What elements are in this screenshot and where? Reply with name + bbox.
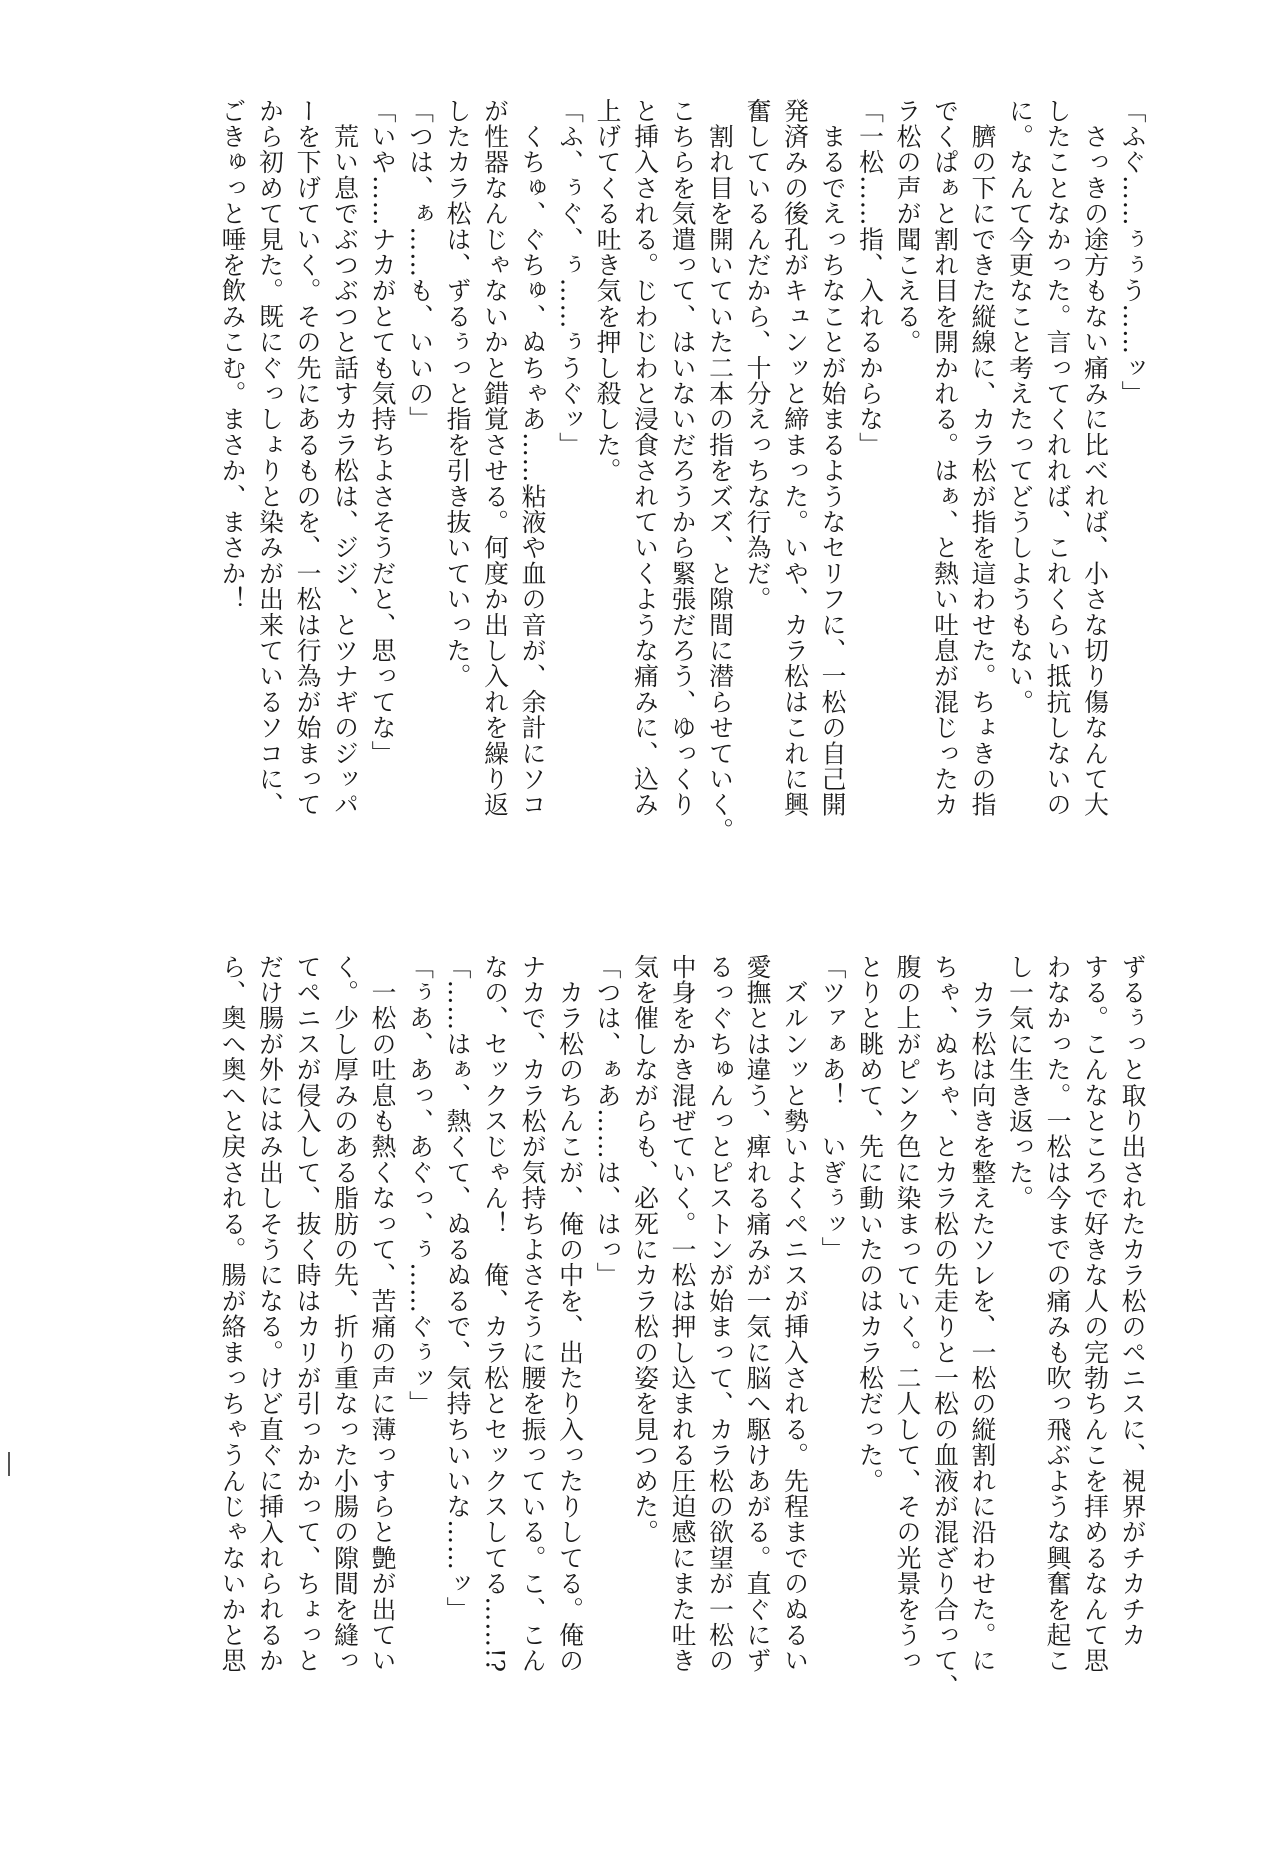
text-line: でくぱぁと割れ目を開かれる。はぁ、と熱い吐息が混じったカ	[930, 98, 960, 818]
text-line: ちゃ、ぬちゃ、とカラ松の先走りと一松の血液が混ざり合って、	[930, 954, 960, 1700]
text-line: と挿入される。じわじわと浸食されていくような痛みに、込み	[630, 98, 660, 818]
text-line: とりと眺めて、先に動いたのはカラ松だった。	[855, 954, 885, 1494]
text-line: まるでえっちなことが始まるようなセリフに、一松の自己開	[818, 98, 847, 818]
text-line: 「……はぁ、熱くて、ぬるぬるで、気持ちいいな……ッ」	[443, 954, 472, 1623]
text-line: 奮しているんだから、十分えっちな行為だ。	[743, 98, 772, 612]
text-line: 臍の下にできた縦線に、カラ松が指を這わせた。ちょきの指	[968, 98, 997, 818]
text-line: 「ぅあ、あっ、あぐっ、ぅ……ぐぅッ」	[405, 954, 435, 1417]
text-line: が性器なんじゃないかと錯覚させる。何度か出し入れを繰り返	[480, 98, 510, 818]
text-line: 発済みの後孔がキュンッと締まった。いや、カラ松はこれに興	[780, 98, 810, 818]
text-line: 「いや……ナカがとても気持ちよさそうだと、思ってな」	[368, 98, 397, 767]
text-block-upper	[131, 98, 1151, 858]
text-line: ラ松の声が聞こえる。	[893, 98, 922, 355]
text-line: 気を催しながらも、必死にカラ松の姿を見つめた。	[630, 954, 660, 1546]
text-line: 上げてくる吐き気を押し殺した。	[593, 98, 622, 484]
text-line: 「ツァぁあ！ いぎぅッ」	[818, 954, 847, 1263]
text-line: 腹の上がピンク色に染まっていく。二人して、その光景をうっ	[893, 954, 922, 1674]
text-line: したことなかった。言ってくれれば、これくらい抵抗しないの	[1043, 98, 1072, 818]
text-line: し一気に生き返った。	[1005, 954, 1035, 1211]
text-line: ズルンッと勢いよくペニスが挿入される。先程までのぬるい	[780, 954, 810, 1674]
text-line: 「一松……指、入れるからな」	[855, 98, 885, 458]
text-line: るっぐちゅんっとピストンが始まって、カラ松の欲望が一松の	[705, 954, 735, 1674]
text-line: てペニスが侵入して、抜く時はカリが引っかかって、ちょっと	[293, 954, 322, 1674]
text-line: したカラ松は、ずるぅっと指を引き抜いていった。	[443, 98, 472, 690]
text-line: カラ松は向きを整えたソレを、一松の縦割れに沿わせた。に	[968, 954, 997, 1674]
text-line: カラ松のちんこが、俺の中を、出たり入ったりしてる。俺の	[555, 954, 585, 1674]
text-line: 「つは、ぁ……も、いいの」	[405, 98, 435, 433]
text-line: ら、奥へ奥へと戻される。腸が絡まっちゃうんじゃないかと思	[218, 954, 247, 1674]
text-line: 「ふ、ぅぐ、ぅ……ぅうぐッ」	[555, 98, 585, 458]
text-line: に。なんて今更なこと考えたってどうしようもない。	[1005, 98, 1035, 715]
text-line: 一松の吐息も熱くなって、苦痛の声に薄っすらと艶が出てい	[368, 954, 397, 1674]
text-line: だけ腸が外にはみ出しそうになる。けど直ぐに挿入れられるか	[255, 954, 285, 1674]
text-line: なの、セックスじゃん！ 俺、カラ松とセックスしてる……!?	[480, 954, 510, 1673]
text-line: 愛撫とは違う、痺れる痛みが一気に脳へ駆けあがる。直ぐにず	[743, 954, 772, 1674]
binding-edge-mark	[8, 1452, 10, 1476]
text-line: 「つは、ぁあ……は、はっ」	[593, 954, 622, 1289]
text-line: くちゅ、ぐちゅ、ぬちゃあ……粘液や血の音が、余計にソコ	[518, 98, 547, 818]
text-line: わなかった。一松は今までの痛みも吹っ飛ぶような興奮を起こ	[1043, 954, 1072, 1674]
text-line: から初めて見た。既にぐっしょりと染みが出来ているソコに、	[255, 98, 285, 818]
text-line: 「ふぐ……ぅぅう……ッ」	[1118, 98, 1147, 407]
text-line: 割れ目を開いていた二本の指をズズ、と隙間に潜らせていく。	[705, 98, 735, 844]
text-line: ーを下げていく。その先にあるものを、一松は行為が始まって	[293, 98, 322, 818]
text-line: する。こんなところで好きな人の完勃ちんこを拝めるなんて思	[1080, 954, 1110, 1674]
text-line: ごきゅっと唾を飲みこむ。まさか、まさか！	[218, 98, 247, 612]
text-line: ナカで、カラ松が気持ちよさそうに腰を振っている。こ、こん	[518, 954, 547, 1674]
text-line: 中身をかき混ぜていく。一松は押し込まれる圧迫感にまた吐き	[668, 954, 697, 1674]
text-line: ずるぅっと取り出されたカラ松のペニスに、視界がチカチカ	[1118, 954, 1147, 1648]
text-line: く。少し厚みのある脂肪の先、折り重なった小腸の隙間を縫っ	[330, 954, 360, 1674]
text-line: 荒い息でぶつぶつと話すカラ松は、ジジ、とツナギのジッパ	[330, 98, 360, 818]
text-line: こちらを気遣って、はいないだろうから緊張だろう、ゆっくり	[668, 98, 697, 818]
text-line: さっきの途方もない痛みに比べれば、小さな切り傷なんて大	[1080, 98, 1110, 818]
text-block-lower	[131, 954, 1151, 1714]
